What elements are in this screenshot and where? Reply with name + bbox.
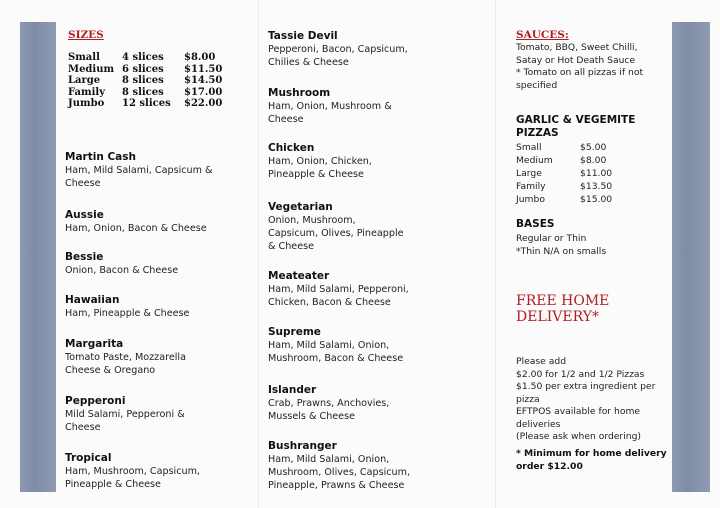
size-price: $14.50 bbox=[184, 75, 223, 86]
pizza-name: Margarita bbox=[65, 338, 124, 350]
pizza-name: Supreme bbox=[268, 326, 321, 338]
garlic-size-price: $11.00 bbox=[580, 168, 613, 179]
pizza-ingredients: Onion, Bacon & Cheese bbox=[65, 265, 179, 276]
size-row bbox=[68, 98, 234, 110]
eftpos-note: EFTPOS available for home deliveries (Please ask when ordering) bbox=[516, 406, 642, 442]
size-price: $11.50 bbox=[184, 63, 223, 75]
garlic-size-price: $8.00 bbox=[580, 155, 607, 166]
menu-item bbox=[268, 29, 408, 69]
menu-item bbox=[65, 394, 185, 434]
pizza-ingredients: Ham, Mild Salami, Capsicum & Cheese bbox=[65, 165, 213, 189]
garlic-size-price: $15.00 bbox=[580, 194, 613, 205]
garlic-size-name: Medium bbox=[516, 155, 553, 166]
left-decorative-band bbox=[20, 22, 56, 492]
fold-line bbox=[495, 0, 496, 508]
pizza-ingredients: Crab, Prawns, Anchovies, Mussels & Cheese bbox=[268, 398, 390, 422]
pizza-ingredients: Onion, Mushroom, Capsicum, Olives, Pineapple & Cheese bbox=[268, 215, 404, 252]
menu-item bbox=[65, 208, 207, 235]
size-name: Jumbo bbox=[68, 98, 105, 109]
garlic-size-name: Large bbox=[516, 168, 542, 179]
size-slices: 4 slices bbox=[122, 52, 164, 63]
garlic-vegemite-prices bbox=[516, 141, 612, 206]
garlic-price-row bbox=[516, 180, 612, 193]
menu-item bbox=[268, 439, 410, 492]
size-slices: 8 slices bbox=[122, 75, 164, 86]
free-delivery-heading: FREE HOME DELIVERY* bbox=[516, 293, 610, 325]
minimum-order-note: * Minimum for home delivery order $12.00 bbox=[516, 448, 667, 472]
size-name: Large bbox=[68, 75, 101, 86]
pizza-name: Bessie bbox=[65, 251, 104, 263]
size-price: $8.00 bbox=[184, 52, 216, 63]
garlic-size-name: Small bbox=[516, 142, 542, 153]
garlic-size-price: $13.50 bbox=[580, 181, 613, 192]
size-row bbox=[68, 64, 234, 76]
menu-item bbox=[268, 86, 392, 126]
pizza-name: Tassie Devil bbox=[268, 30, 338, 42]
pizza-ingredients: Pepperoni, Bacon, Capsicum, Chilies & Cheese bbox=[268, 44, 408, 68]
size-name: Small bbox=[68, 52, 100, 63]
pizza-name: Mushroom bbox=[268, 87, 331, 99]
bases-heading: BASES bbox=[516, 218, 555, 230]
pizza-ingredients: Ham, Onion, Chicken, Pineapple & Cheese bbox=[268, 156, 372, 180]
fold-line bbox=[258, 0, 259, 508]
sauces-text: Tomato, BBQ, Sweet Chilli, Satay or Hot Death Sauce * Tomato on all pizzas if not specified bbox=[516, 42, 644, 91]
pizza-name: Martin Cash bbox=[65, 151, 136, 163]
size-row bbox=[68, 87, 234, 99]
menu-item bbox=[65, 150, 212, 190]
garlic-size-price: $5.00 bbox=[580, 142, 607, 153]
pizza-ingredients: Ham, Mushroom, Capsicum, Pineapple & Cheese bbox=[65, 466, 200, 490]
menu-item bbox=[65, 293, 189, 320]
garlic-size-name: Jumbo bbox=[516, 194, 545, 205]
size-row bbox=[68, 75, 234, 87]
menu-item bbox=[65, 337, 186, 377]
right-decorative-band bbox=[672, 22, 710, 492]
size-row bbox=[68, 52, 234, 64]
pizza-name: Chicken bbox=[268, 142, 315, 154]
pizza-name: Meateater bbox=[268, 270, 330, 282]
garlic-price-row bbox=[516, 193, 612, 206]
sizes-table bbox=[68, 52, 234, 110]
menu-item bbox=[268, 141, 372, 181]
pizza-ingredients: Ham, Pineapple & Cheese bbox=[65, 308, 190, 319]
size-slices: 12 slices bbox=[122, 98, 171, 109]
sauces-heading: SAUCES: bbox=[516, 29, 569, 41]
pizza-ingredients: Ham, Onion, Bacon & Cheese bbox=[65, 223, 207, 234]
garlic-vegemite-heading: GARLIC & VEGEMITE PIZZAS bbox=[516, 114, 636, 139]
bases-text: Regular or Thin *Thin N/A on smalls bbox=[516, 233, 607, 257]
sizes-heading: SIZES bbox=[68, 29, 104, 41]
menu-item bbox=[268, 325, 403, 365]
garlic-price-row bbox=[516, 154, 612, 167]
pizza-name: Aussie bbox=[65, 209, 104, 221]
pizza-ingredients: Ham, Mild Salami, Onion, Mushroom, Bacon & Cheese bbox=[268, 340, 404, 364]
pizza-name: Tropical bbox=[65, 452, 112, 464]
pizza-ingredients: Ham, Mild Salami, Onion, Mushroom, Olives, Capsicum, Pineapple, Prawns & Cheese bbox=[268, 454, 410, 491]
pizza-name: Bushranger bbox=[268, 440, 337, 452]
menu-item bbox=[268, 383, 389, 423]
garlic-price-row bbox=[516, 141, 612, 154]
size-slices: 8 slices bbox=[122, 86, 164, 98]
pizza-name: Pepperoni bbox=[65, 395, 126, 407]
garlic-price-row bbox=[516, 167, 612, 180]
pizza-name: Hawaiian bbox=[65, 294, 120, 306]
garlic-size-name: Family bbox=[516, 181, 546, 192]
size-name: Family bbox=[68, 86, 106, 98]
pizza-name: Islander bbox=[268, 384, 317, 396]
menu-item bbox=[268, 200, 404, 253]
size-price: $22.00 bbox=[184, 98, 223, 109]
pizza-ingredients: Mild Salami, Pepperoni & Cheese bbox=[65, 409, 185, 433]
menu-item bbox=[65, 451, 200, 491]
size-price: $17.00 bbox=[184, 86, 223, 98]
delivery-surcharge-note: Please add $2.00 for 1/2 and 1/2 Pizzas $1.50 per extra ingredient per pizza bbox=[516, 356, 656, 405]
menu-item bbox=[65, 250, 178, 277]
size-slices: 6 slices bbox=[122, 63, 164, 75]
pizza-ingredients: Ham, Onion, Mushroom & Cheese bbox=[268, 101, 392, 125]
pizza-ingredients: Ham, Mild Salami, Pepperoni, Chicken, Bacon & Cheese bbox=[268, 284, 409, 308]
pizza-name: Vegetarian bbox=[268, 201, 333, 213]
pizza-ingredients: Tomato Paste, Mozzarella Cheese & Oregano bbox=[65, 352, 186, 376]
menu-item bbox=[268, 269, 409, 309]
size-name: Medium bbox=[68, 63, 115, 75]
